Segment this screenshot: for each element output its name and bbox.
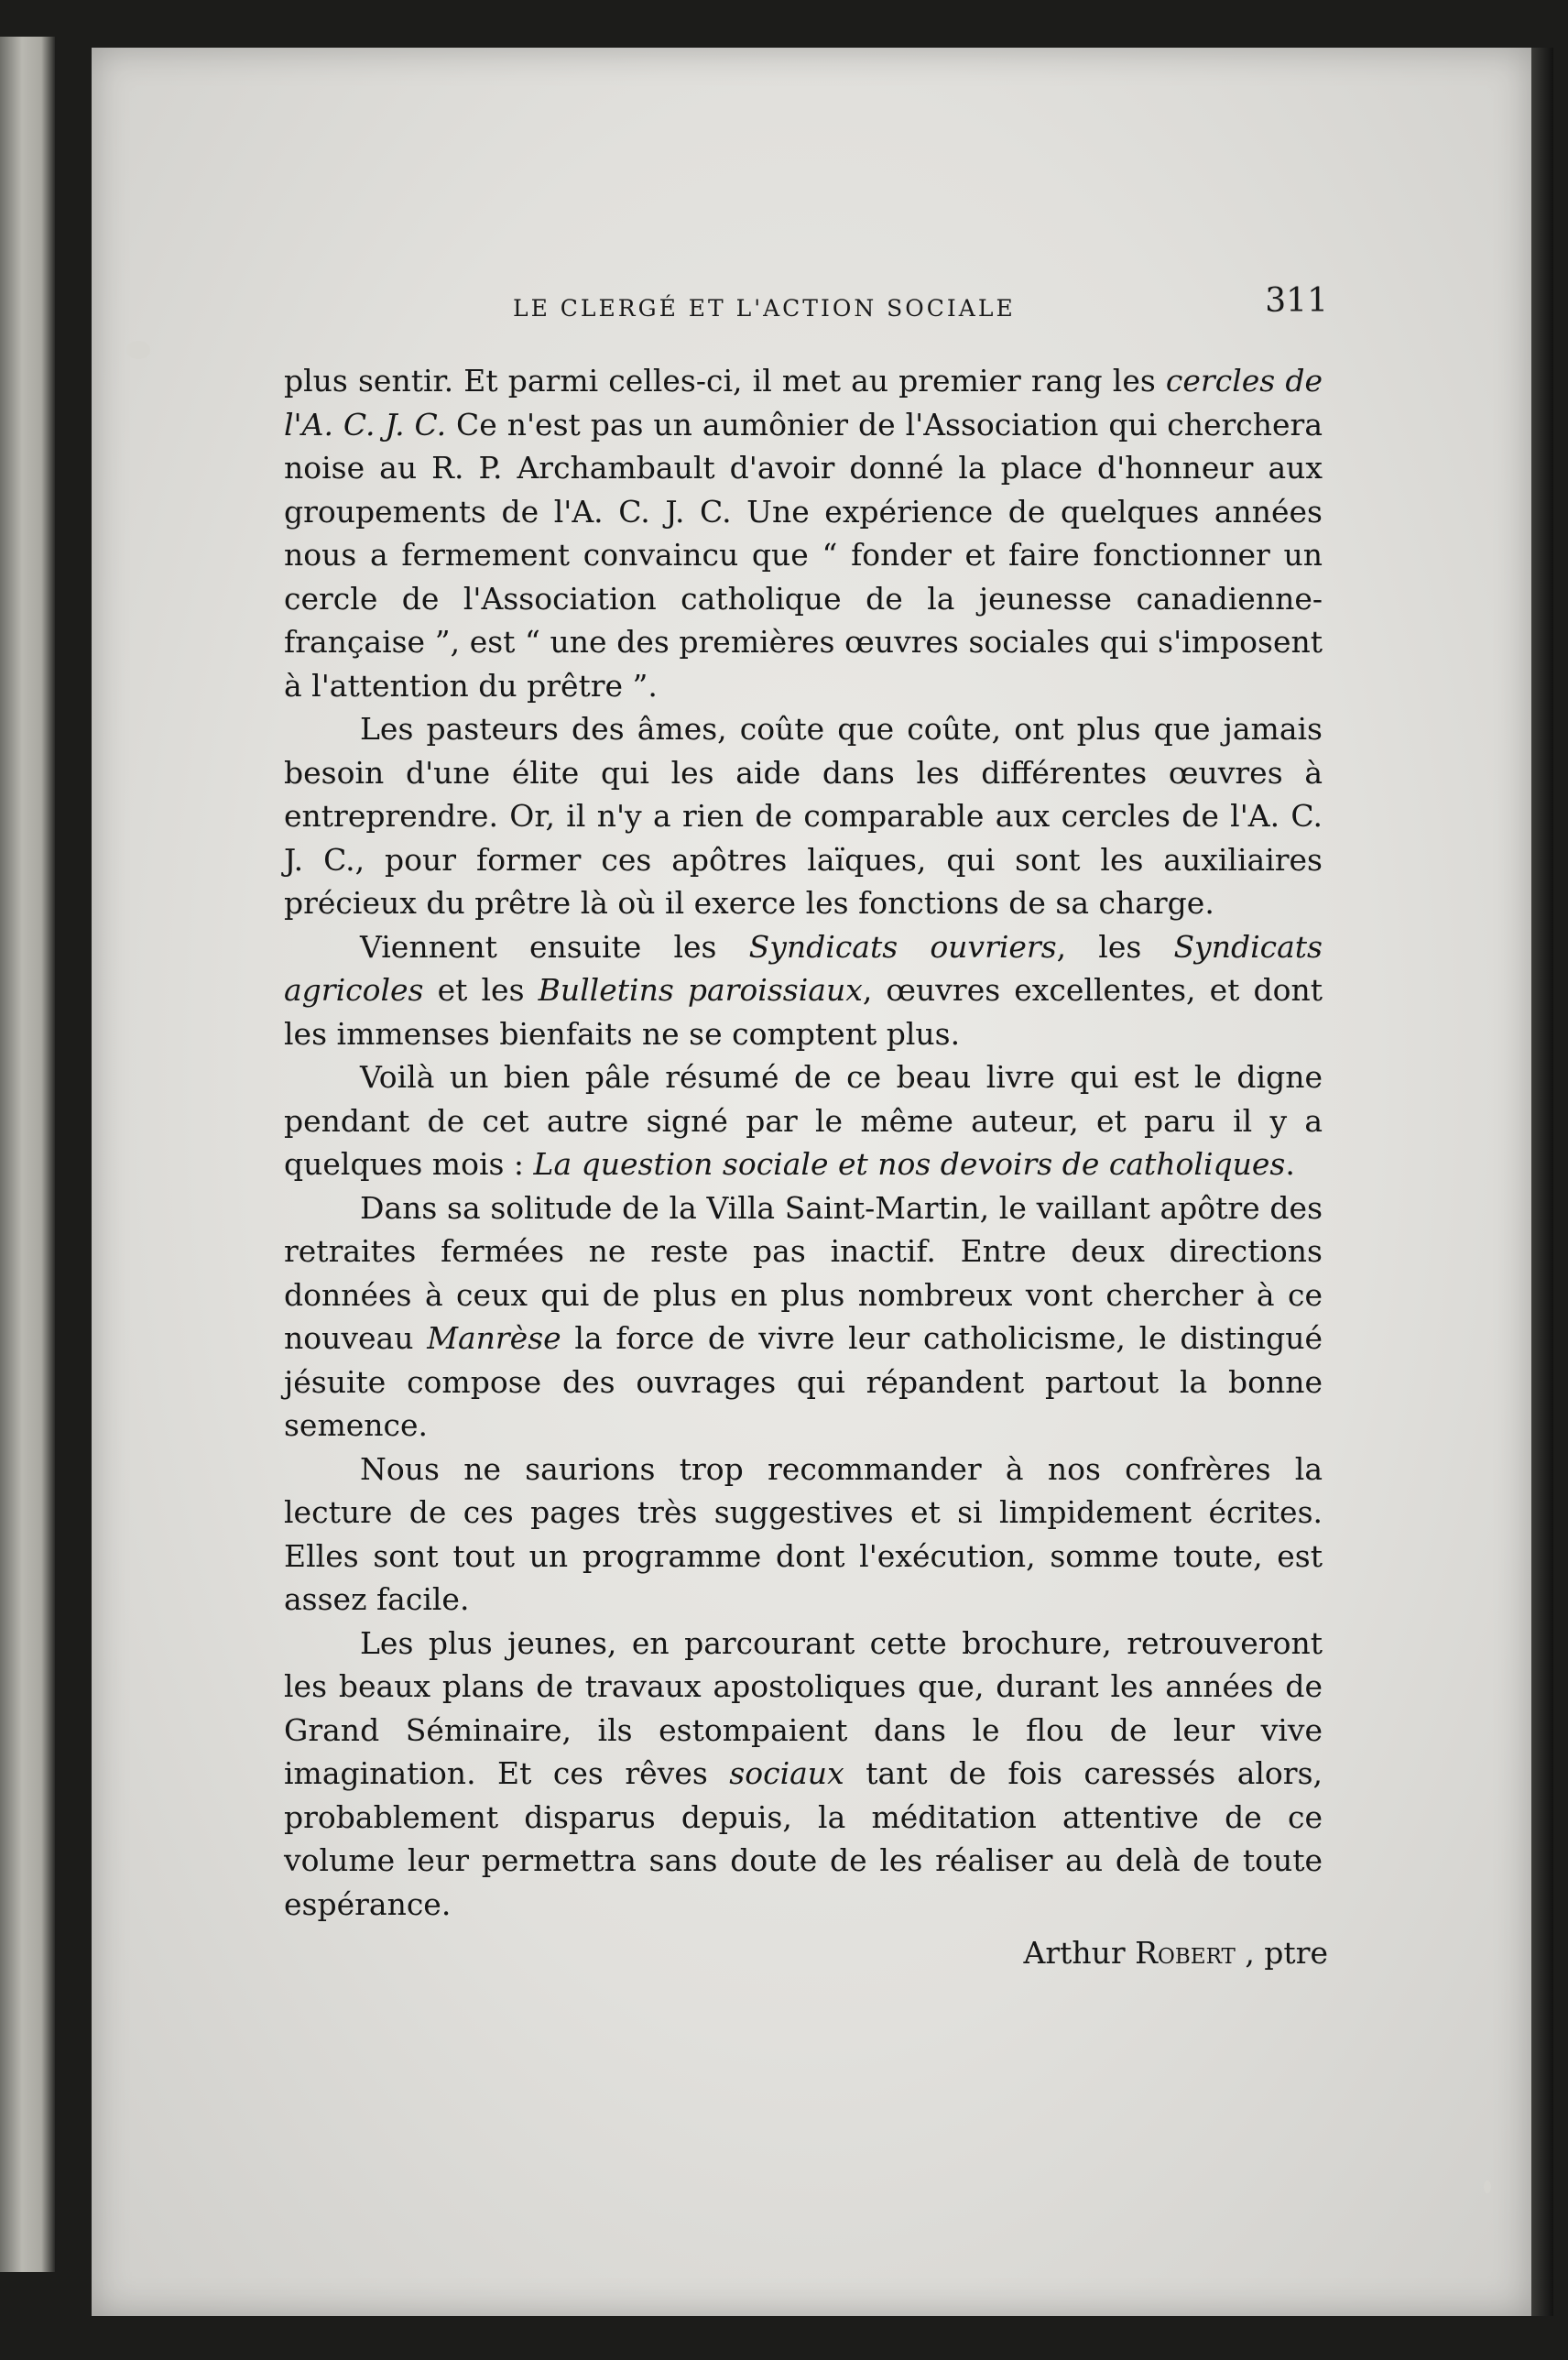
page-shadow-edge [1531,48,1553,2316]
scan-speck [1484,2180,1491,2193]
paragraph-text: , les [1056,928,1174,965]
paragraph-text: . [1285,1146,1295,1182]
paragraph [284,1622,1323,1927]
paragraph-text: et les [423,972,539,1008]
running-head: LE CLERGÉ ET L'ACTION SOCIALE [513,295,1016,322]
author-last-name: Robert [1135,1935,1236,1971]
paragraph-text: Les plus jeunes, en parcourant cette brochure, retrouveront les beaux plans de travaux apostoliques que, durant les années de Grand Séminaire, ils estompaient dans le flou de leur vive imagination. Et ces rêves [284,1624,1323,1791]
italic-title: Manrèse [427,1320,561,1356]
paragraph-text: Ce n'est pas un aumônier de l'Association qui cherchera noise au R. P. Archambault d'avoir donné la place d'honneur aux groupements de l'A. C. J. C. Une expérience de quelques années nous a fermement convaincu que “ fonder et faire fonctionner un cercle de l'Association catholique de la jeunesse canadienne-française ”, est “ une des premières œuvres sociales qui s'imposent à l'attention du prêtre ”. [284,406,1323,704]
author-signature [1024,1935,1328,1971]
italic-title: Bulletins paroissiaux [538,972,863,1008]
italic-title: sociaux [729,1755,844,1791]
facing-page-edge [0,37,55,2272]
paragraph-text: Viennent ensuite les [360,928,749,965]
paragraph-text: , œuvres excellentes, et dont les immenses bienfaits ne se comptent plus. [284,972,1323,1052]
paragraph-text: Les pasteurs des âmes, coûte que coûte, ont plus que jamais besoin d'une élite qui les aide dans les différentes œuvres à entreprendre. Or, il n'y a rien de comparable aux cercles de l'A. C. J. C., pour former ces apôtres laïques, qui sont les auxiliaires précieux du prêtre là où il exerce les fonctions de sa charge. [284,711,1323,921]
author-title-suffix: , ptre [1245,1935,1328,1971]
paragraph-text: Nous ne saurions trop recommander à nos confrères la lecture de ces pages très suggestives et si limpidement écrites. Elles sont tout un programme dont l'exécution, somme toute, est assez facile. [284,1450,1323,1617]
paragraph-text: Dans sa solitude de la Villa Saint-Martin, le vaillant apôtre des retraites fermées ne reste pas inactif. Entre deux directions données à ceux qui de plus en plus nombreux vont chercher à ce nouveau [284,1189,1323,1356]
page-number: 311 [1265,282,1328,320]
italic-title: Syndicats ouvriers [748,928,1057,965]
paragraph [284,1055,1323,1186]
author-first-name: Arthur [1023,1935,1126,1971]
paragraph [284,707,1323,925]
paragraph [284,1186,1323,1448]
italic-title: La question sociale et nos devoirs de catholiques [533,1146,1286,1182]
article-body [284,359,1323,1926]
italic-title: cercles de l'A. C. J. C. [284,363,1323,442]
paragraph-text: plus sentir. Et parmi celles-ci, il met au premier rang les [284,363,1166,399]
italic-title: Syndicats agricoles [284,928,1323,1008]
paragraph-text: tant de fois caressés alors, probablement disparus depuis, la méditation attentive de ce volume leur permettra sans doute de les réaliser au delà de toute espérance. [284,1755,1323,1922]
paragraph [284,1448,1323,1622]
paragraph-text: Voilà un bien pâle résumé de ce beau livre qui est le digne pendant de cet autre signé par le même auteur, et paru il y a quelques mois : [284,1059,1323,1182]
paragraph [284,925,1323,1056]
paragraph [284,359,1323,707]
scan-speck [126,341,150,359]
page-header [284,282,1328,337]
paragraph-text: la force de vivre leur catholicisme, le distingué jésuite compose des ouvrages qui répandent partout la bonne semence. [284,1320,1323,1443]
